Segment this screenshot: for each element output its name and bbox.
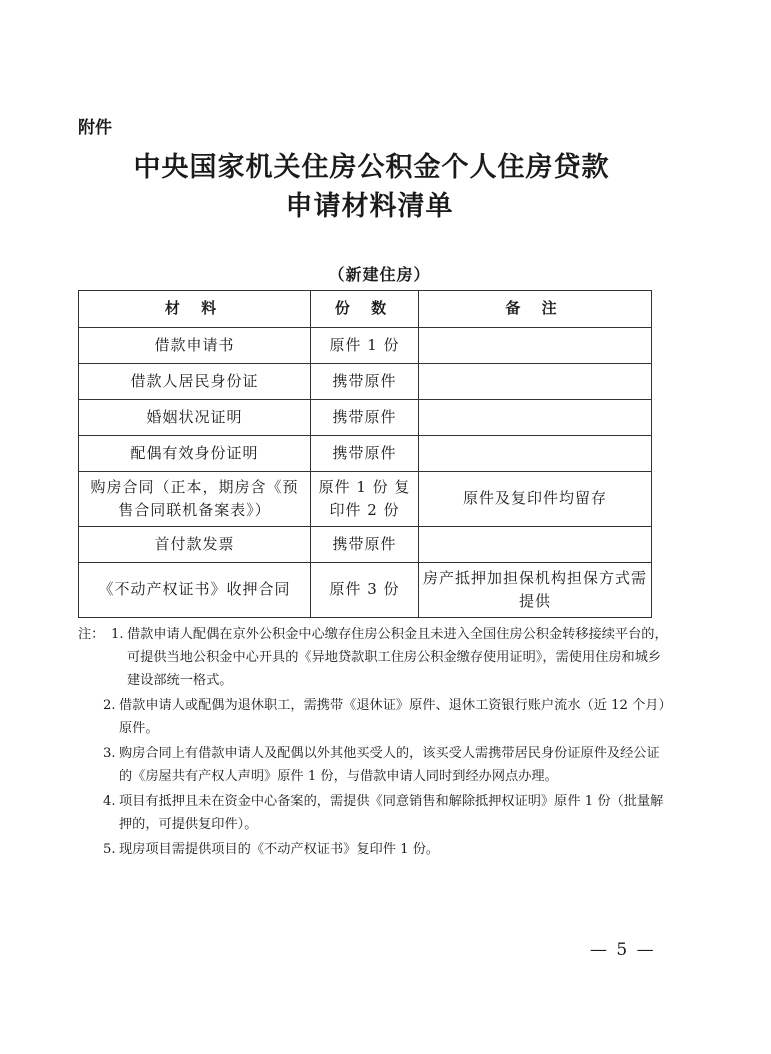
cell-copies: 携带原件 <box>311 527 419 563</box>
note-item <box>78 623 668 692</box>
cell-note <box>419 328 652 364</box>
cell-copies: 原件 1 份 <box>311 328 419 364</box>
note-text: 项目有抵押且未在资金中心备案的，需提供《同意销售和解除抵押权证明》原件 1 份（批量解押的，可提供复印件）。 <box>119 794 664 832</box>
cell-material: 借款人居民身份证 <box>79 364 311 400</box>
note-number: 3. <box>103 746 116 761</box>
header-note: 备 注 <box>419 291 652 328</box>
table-row <box>79 328 652 364</box>
note-item <box>78 838 668 861</box>
cell-material: 配偶有效身份证明 <box>79 436 311 472</box>
note-number: 5. <box>103 842 116 857</box>
note-text: 现房项目需提供项目的《不动产权证书》复印件 1 份。 <box>119 842 440 857</box>
cell-material: 首付款发票 <box>79 527 311 563</box>
cell-copies: 原件 3 份 <box>311 563 419 618</box>
table-row <box>79 472 652 527</box>
table-row <box>79 436 652 472</box>
cell-material: 婚姻状况证明 <box>79 400 311 436</box>
table-row <box>79 563 652 618</box>
cell-copies: 携带原件 <box>311 436 419 472</box>
note-number: 2. <box>103 698 116 713</box>
notes-prefix: 注： <box>78 627 105 642</box>
note-text: 借款申请人配偶在京外公积金中心缴存住房公积金且未进入全国住房公积金转移接续平台的，可提供当地公积金中心开具的《异地贷款职工住房公积金缴存使用证明》，需使用住房和城乡建设部统一格式。 <box>127 627 668 688</box>
cell-material: 借款申请书 <box>79 328 311 364</box>
header-copies: 份 数 <box>311 291 419 328</box>
cell-note: 房产抵押加担保机构担保方式需提供 <box>419 563 652 618</box>
cell-copies: 原件 1 份 复印件 2 份 <box>311 472 419 527</box>
attachment-label: 附件 <box>78 118 112 138</box>
cell-copies: 携带原件 <box>311 364 419 400</box>
table-row <box>79 400 652 436</box>
cell-note <box>419 400 652 436</box>
cell-copies: 携带原件 <box>311 400 419 436</box>
table-row <box>79 364 652 400</box>
note-item <box>78 694 668 740</box>
document-title-line2: 申请材料清单 <box>285 191 454 222</box>
note-number: 1. <box>111 627 124 642</box>
table-header-row <box>79 291 652 328</box>
note-number: 4. <box>103 794 116 809</box>
page-number: — 5 — <box>590 940 656 960</box>
materials-table <box>78 290 652 618</box>
note-text: 借款申请人或配偶为退休职工，需携带《退休证》原件、退休工资银行账户流水（近 12 个月）原件。 <box>119 698 666 736</box>
cell-note <box>419 364 652 400</box>
note-item <box>78 790 668 836</box>
note-item <box>78 742 668 788</box>
document-title-line1: 中央国家机关住房公积金个人住房贷款 <box>133 152 610 183</box>
header-material: 材 料 <box>79 291 311 328</box>
cell-material: 《不动产权证书》收押合同 <box>79 563 311 618</box>
cell-note: 原件及复印件均留存 <box>419 472 652 527</box>
cell-material: 购房合同（正本，期房含《预售合同联机备案表》） <box>79 472 311 527</box>
note-text: 购房合同上有借款申请人及配偶以外其他买受人的，该买受人需携带居民身份证原件及经公证的《房屋共有产权人声明》原件 1 份，与借款申请人同时到经办网点办理。 <box>119 746 660 784</box>
cell-note <box>419 527 652 563</box>
document-subtitle: （新建住房） <box>328 265 431 284</box>
notes-section <box>78 623 668 863</box>
table-row <box>79 527 652 563</box>
cell-note <box>419 436 652 472</box>
